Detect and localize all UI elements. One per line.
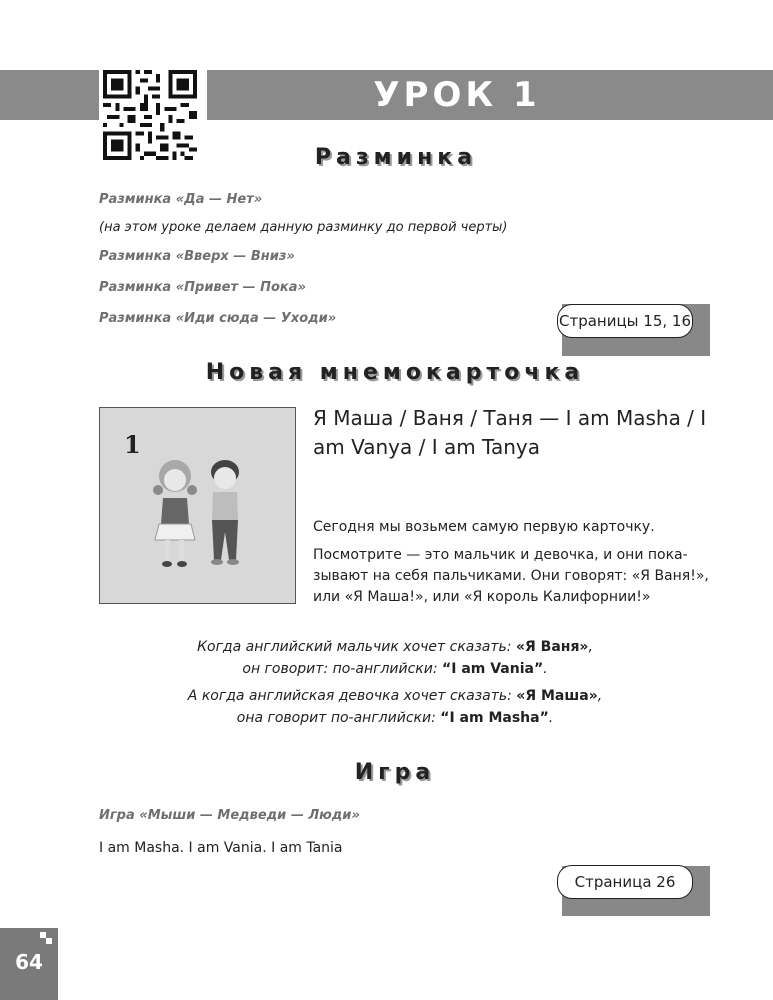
- mnemo-card: [99, 407, 296, 604]
- card-paragraph: Посмотрите — это мальчик и девочка, и они пока-зывают на себя пальчиками. Они говорят: «Я Ваня!», или «Я Маша!», или «Я король Калифорнии!»: [313, 547, 709, 605]
- card-number: 1: [124, 430, 141, 459]
- warmup-item: Разминка «Да — Нет»: [99, 192, 263, 207]
- children-illustration-icon: [145, 448, 255, 573]
- quote-line: А когда английская девочка хочет сказать: «Я Маша»,: [187, 688, 603, 704]
- qr-code[interactable]: [99, 66, 201, 164]
- lesson-title: УРОК 1: [373, 75, 541, 115]
- quote-line: Когда английский мальчик хочет сказать: «Я Ваня»,: [197, 639, 593, 655]
- quote-line: она говорит по-английски: “I am Masha”.: [236, 710, 554, 726]
- warmup-item: Разминка «Вверх — Вниз»: [99, 249, 295, 264]
- warmup-item: Разминка «Иди сюда — Уходи»: [99, 311, 337, 326]
- quote-line: он говорит: по-английски: “I am Vania”.: [242, 661, 548, 677]
- game-text: I am Masha. I am Vania. I am Tania: [99, 840, 343, 856]
- mnemo-heading: Новая мнемокарточка: [205, 360, 585, 385]
- warmup-heading: Разминка: [314, 145, 478, 170]
- card-paragraph: Сегодня мы возьмем самую первую карточку.: [313, 519, 655, 535]
- game-name: Игра «Мыши — Медведи — Люди»: [99, 808, 360, 823]
- quote-girl: [150, 685, 640, 729]
- warmup-item: Разминка «Привет — Пока»: [99, 280, 306, 295]
- game-heading: Игра: [354, 760, 436, 785]
- page-ref-pill: Страницы 15, 16: [557, 304, 693, 338]
- page-number: 64: [15, 950, 43, 974]
- qr-code-icon: [99, 66, 201, 164]
- header-band: [0, 70, 100, 120]
- page-tab-notch: [46, 938, 52, 944]
- card-title: Я Маша / Ваня / Таня — I am Masha / I am Vanya / I am Tanya: [313, 406, 707, 459]
- page-ref-pill: Страница 26: [557, 865, 693, 899]
- quote-boy: [150, 636, 640, 680]
- warmup-note: (на этом уроке делаем данную разминку до первой черты): [99, 220, 508, 235]
